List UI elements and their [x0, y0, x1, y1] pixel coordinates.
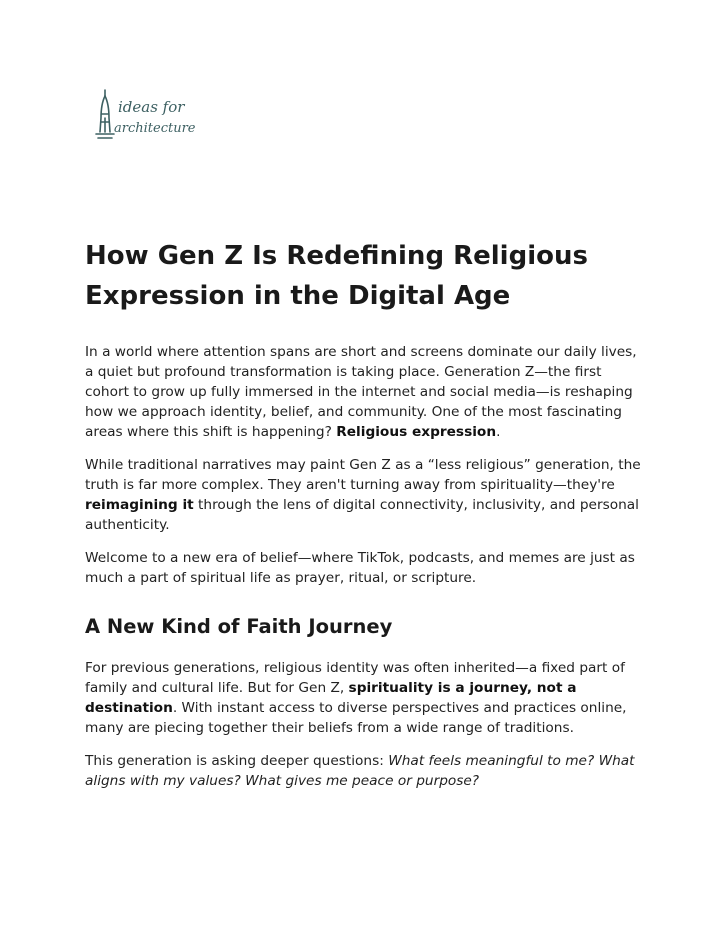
page-title: How Gen Z Is Redefining Religious Expression in the Digital Age	[85, 241, 588, 311]
paragraph-4	[85, 658, 645, 738]
paragraph-3: Welcome to a new era of belief—where TikTok, podcasts, and memes are just as much a part of spiritual life as prayer, ritual, or scripture.	[85, 550, 635, 586]
paragraph-2	[85, 455, 645, 535]
tower-icon	[94, 88, 204, 146]
logo-line2: architecture	[114, 121, 196, 136]
intro-paragraph	[85, 342, 645, 442]
p5-italic: What feels meaningful to me? What aligns with my values? What gives me peace or purpose?	[85, 753, 635, 789]
p4-before: For previous generations, religious identity was often inherited—a fixed part of family and cultural life. But for Gen Z,	[85, 660, 625, 696]
intro-end: .	[496, 424, 501, 440]
paragraph-5	[85, 751, 645, 791]
intro-text: In a world where attention spans are short and screens dominate our daily lives, a quiet but profound transformation is taking place. Generation Z—the first cohort to grow up fully immersed in the internet and social media—is reshaping how we approach identity, belief, and community. One of the most fascinating areas where this shift is happening?	[85, 344, 637, 440]
p5-before: This generation is asking deeper questions:	[85, 753, 389, 769]
intro-bold: Religious expression	[336, 424, 497, 440]
p2-before: While traditional narratives may paint Gen Z as a “less religious” generation, the truth is far more complex. They aren't turning away from spirituality—they're	[85, 457, 641, 493]
p2-bold: reimagining it	[85, 497, 194, 513]
logo-line1: ideas for	[118, 98, 185, 116]
p4-bold: spirituality is a journey, not a destination	[85, 680, 577, 716]
p2-after: through the lens of digital connectivity, inclusivity, and personal authenticity.	[85, 497, 639, 533]
article	[85, 236, 645, 791]
section-heading: A New Kind of Faith Journey	[85, 615, 393, 638]
logo	[94, 88, 204, 146]
p4-after: . With instant access to diverse perspectives and practices online, many are piecing together their beliefs from a wide range of traditions.	[85, 700, 627, 736]
